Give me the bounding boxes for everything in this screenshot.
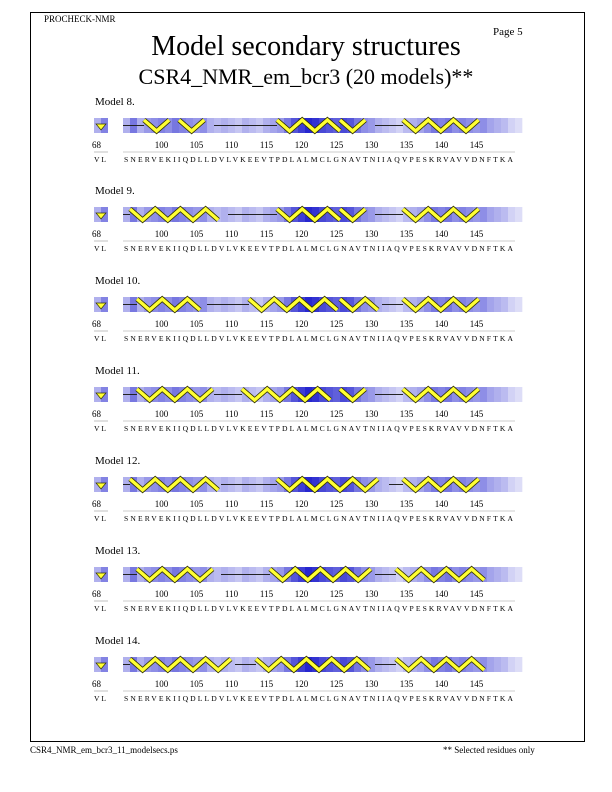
residue-shade-cell: [368, 387, 375, 402]
residue-tick-label: 68: [92, 229, 101, 239]
residue-tick-label: 125: [329, 589, 344, 599]
residue-tick-label: 100: [154, 679, 169, 689]
residue-tick-label: 105: [189, 319, 204, 329]
residue-shade-cell: [501, 657, 508, 672]
residue-shade-cell: [382, 477, 389, 492]
residue-tick-label: 135: [399, 589, 414, 599]
model-title: Model 9.: [95, 185, 135, 197]
residue-shade-cell: [207, 118, 214, 133]
residue-tick-label: 125: [329, 499, 344, 509]
residue-tick-label: 105: [189, 679, 204, 689]
model-block: [0, 365, 612, 455]
residue-tick-label: 115: [259, 679, 274, 689]
residue-shade-cell: [508, 477, 515, 492]
model-title: Model 8.: [95, 96, 135, 108]
residue-shade-cell: [508, 657, 515, 672]
residue-tick-label: 100: [154, 409, 169, 419]
residue-tick-label: 120: [294, 319, 309, 329]
residue-tick-label: 100: [154, 140, 169, 150]
sequence-first-segment: VL: [94, 244, 106, 253]
model-title: Model 14.: [95, 635, 141, 647]
residue-shade-cell: [515, 387, 522, 402]
secondary-structure-strip: [0, 469, 612, 539]
residue-shade-cell: [480, 387, 487, 402]
residue-tick-label: 120: [294, 499, 309, 509]
residue-tick-label: 145: [469, 140, 484, 150]
residue-shade-cell: [480, 207, 487, 222]
residue-tick-label: 68: [92, 140, 101, 150]
residue-tick-label: 130: [364, 319, 379, 329]
residue-shade-cell: [515, 657, 522, 672]
residue-tick-label: 100: [154, 589, 169, 599]
residue-shade-cell: [515, 118, 522, 133]
residue-tick-label: 115: [259, 589, 274, 599]
residue-tick-label: 105: [189, 140, 204, 150]
residue-tick-label: 120: [294, 409, 309, 419]
residue-tick-label: 68: [92, 319, 101, 329]
residue-tick-label: 125: [329, 409, 344, 419]
residue-shade-cell: [480, 297, 487, 312]
residue-tick-label: 125: [329, 229, 344, 239]
residue-shade-cell: [501, 567, 508, 582]
residue-tick-label: 145: [469, 679, 484, 689]
residue-shade-cell: [501, 387, 508, 402]
residue-tick-label: 140: [434, 229, 449, 239]
residue-shade-cell: [200, 297, 207, 312]
residue-tick-label: 135: [399, 140, 414, 150]
residue-shade-cell: [214, 567, 221, 582]
secondary-structure-strip: [0, 379, 612, 449]
residue-tick-label: 140: [434, 589, 449, 599]
page-subtitle: CSR4_NMR_em_bcr3 (20 models)**: [138, 64, 474, 89]
footer-note: ** Selected residues only: [443, 745, 535, 755]
residue-shade-cell: [494, 477, 501, 492]
residue-shade-cell: [333, 387, 340, 402]
model-block: [0, 185, 612, 275]
residue-tick-label: 125: [329, 140, 344, 150]
residue-shade-cell: [487, 477, 494, 492]
model-title: Model 10.: [95, 275, 141, 287]
residue-tick-label: 105: [189, 229, 204, 239]
residue-tick-label: 110: [224, 409, 239, 419]
residue-tick-label: 135: [399, 499, 414, 509]
program-name: PROCHECK-NMR: [44, 14, 116, 24]
residue-shade-cell: [221, 207, 228, 222]
residue-tick-label: 120: [294, 229, 309, 239]
residue-shade-cell: [494, 118, 501, 133]
residue-tick-label: 115: [259, 229, 274, 239]
page-title: Model secondary structures: [151, 31, 461, 62]
residue-shade-cell: [487, 207, 494, 222]
residue-tick-label: 140: [434, 679, 449, 689]
model-block: [0, 96, 612, 186]
model-title: Model 13.: [95, 545, 141, 557]
residue-tick-label: 115: [259, 499, 274, 509]
residue-tick-label: 115: [259, 140, 274, 150]
residue-tick-label: 135: [399, 409, 414, 419]
residue-tick-label: 145: [469, 589, 484, 599]
sequence-first-segment: VL: [94, 424, 106, 433]
secondary-structure-strip: [0, 289, 612, 359]
residue-tick-label: 100: [154, 499, 169, 509]
residue-shade-cell: [508, 207, 515, 222]
residue-shade-cell: [368, 207, 375, 222]
residue-tick-label: 100: [154, 229, 169, 239]
residue-tick-label: 105: [189, 499, 204, 509]
sequence-main-segment: SNERVEKIIQDLLDVLVKEEVTPDLALMCLGNAVTNIIAQVPESKRVAVVDNFTKA: [124, 694, 513, 703]
residue-tick-label: 115: [259, 319, 274, 329]
model-block: [0, 635, 612, 725]
residue-tick-label: 120: [294, 679, 309, 689]
model-block: [0, 545, 612, 635]
sequence-main-segment: SNERVEKIIQDLLDVLVKEEVTPDLALMCLGNAVTNIIAQVPESKRVAVVDNFTKA: [124, 155, 513, 164]
residue-shade-cell: [172, 118, 179, 133]
secondary-structure-strip: [0, 199, 612, 269]
residue-tick-label: 110: [224, 589, 239, 599]
residue-tick-label: 110: [224, 319, 239, 329]
residue-tick-label: 145: [469, 229, 484, 239]
residue-tick-label: 110: [224, 229, 239, 239]
residue-tick-label: 105: [189, 409, 204, 419]
residue-tick-label: 130: [364, 229, 379, 239]
residue-shade-cell: [501, 477, 508, 492]
sequence-first-segment: VL: [94, 694, 106, 703]
residue-tick-label: 130: [364, 140, 379, 150]
residue-shade-cell: [368, 118, 375, 133]
residue-tick-label: 135: [399, 679, 414, 689]
residue-shade-cell: [515, 297, 522, 312]
sequence-first-segment: VL: [94, 604, 106, 613]
model-title: Model 11.: [95, 365, 140, 377]
model-block: [0, 275, 612, 365]
residue-shade-cell: [487, 567, 494, 582]
residue-tick-label: 110: [224, 679, 239, 689]
residue-tick-label: 140: [434, 140, 449, 150]
residue-shade-cell: [508, 297, 515, 312]
sequence-main-segment: SNERVEKIIQDLLDVLVKEEVTPDLALMCLGNAVTNIIAQVPESKRVAVVDNFTKA: [124, 334, 513, 343]
residue-tick-label: 145: [469, 499, 484, 509]
residue-tick-label: 140: [434, 499, 449, 509]
residue-tick-label: 145: [469, 409, 484, 419]
residue-shade-cell: [494, 657, 501, 672]
sequence-main-segment: SNERVEKIIQDLLDVLVKEEVTPDLALMCLGNAVTNIIAQVPESKRVAVVDNFTKA: [124, 424, 513, 433]
residue-shade-cell: [487, 297, 494, 312]
residue-tick-label: 125: [329, 679, 344, 689]
model-block: [0, 455, 612, 545]
model-title: Model 12.: [95, 455, 141, 467]
residue-tick-label: 145: [469, 319, 484, 329]
residue-shade-cell: [501, 207, 508, 222]
residue-shade-cell: [494, 297, 501, 312]
residue-tick-label: 125: [329, 319, 344, 329]
residue-tick-label: 120: [294, 589, 309, 599]
sequence-first-segment: VL: [94, 155, 106, 164]
residue-tick-label: 140: [434, 409, 449, 419]
residue-shade-cell: [515, 477, 522, 492]
residue-tick-label: 68: [92, 589, 101, 599]
residue-shade-cell: [487, 387, 494, 402]
residue-shade-cell: [480, 118, 487, 133]
residue-tick-label: 130: [364, 499, 379, 509]
residue-shade-cell: [494, 387, 501, 402]
footer-filename: CSR4_NMR_em_bcr3_11_modelsecs.ps: [30, 745, 178, 755]
residue-shade-cell: [508, 387, 515, 402]
residue-shade-cell: [501, 297, 508, 312]
residue-shade-cell: [508, 567, 515, 582]
sequence-main-segment: SNERVEKIIQDLLDVLVKEEVTPDLALMCLGNAVTNIIAQVPESKRVAVVDNFTKA: [124, 514, 513, 523]
residue-shade-cell: [494, 567, 501, 582]
residue-tick-label: 140: [434, 319, 449, 329]
page-number: Page 5: [493, 26, 523, 38]
residue-shade-cell: [494, 207, 501, 222]
residue-tick-label: 105: [189, 589, 204, 599]
residue-tick-label: 130: [364, 409, 379, 419]
secondary-structure-strip: [0, 649, 612, 719]
sequence-main-segment: SNERVEKIIQDLLDVLVKEEVTPDLALMCLGNAVTNIIAQVPESKRVAVVDNFTKA: [124, 604, 513, 613]
residue-shade-cell: [480, 477, 487, 492]
residue-shade-cell: [515, 207, 522, 222]
residue-tick-label: 120: [294, 140, 309, 150]
secondary-structure-strip: [0, 110, 612, 180]
residue-tick-label: 135: [399, 229, 414, 239]
residue-tick-label: 115: [259, 409, 274, 419]
residue-shade-cell: [487, 118, 494, 133]
residue-tick-label: 100: [154, 319, 169, 329]
residue-tick-label: 110: [224, 140, 239, 150]
residue-shade-cell: [501, 118, 508, 133]
residue-tick-label: 130: [364, 589, 379, 599]
sequence-first-segment: VL: [94, 334, 106, 343]
residue-tick-label: 110: [224, 499, 239, 509]
sequence-first-segment: VL: [94, 514, 106, 523]
residue-shade-cell: [515, 567, 522, 582]
residue-shade-cell: [508, 118, 515, 133]
residue-tick-label: 68: [92, 679, 101, 689]
residue-tick-label: 68: [92, 499, 101, 509]
residue-tick-label: 130: [364, 679, 379, 689]
residue-tick-label: 68: [92, 409, 101, 419]
residue-tick-label: 135: [399, 319, 414, 329]
residue-shade-cell: [487, 657, 494, 672]
secondary-structure-strip: [0, 559, 612, 629]
sequence-main-segment: SNERVEKIIQDLLDVLVKEEVTPDLALMCLGNAVTNIIAQVPESKRVAVVDNFTKA: [124, 244, 513, 253]
